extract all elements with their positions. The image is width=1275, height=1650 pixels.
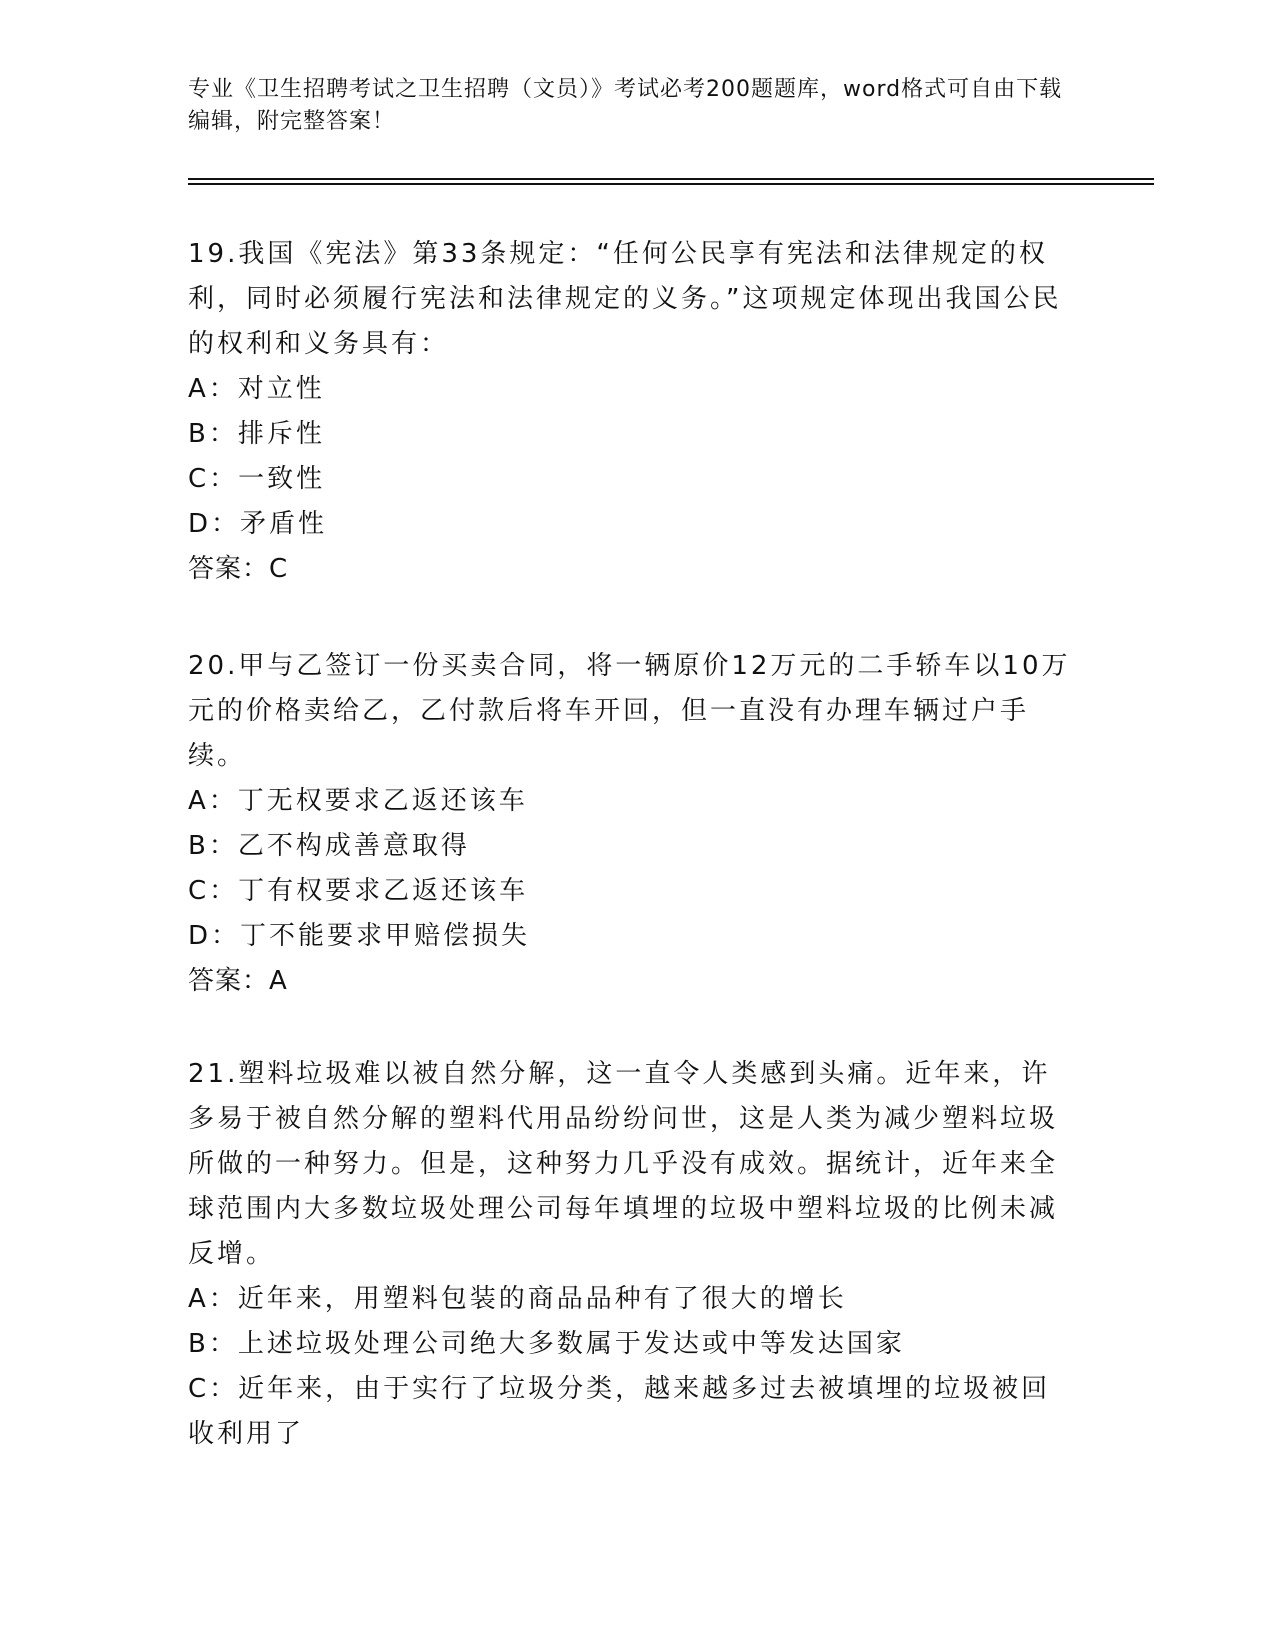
option-a: A：近年来，用塑料包装的商品品种有了很大的增长 <box>188 1284 847 1314</box>
question-stem: 19.我国《宪法》第33条规定：“任何公民享有宪法和法律规定的权利，同时必须履行宪法和法律规定的义务。”这项规定体现出我国公民的权利和义务具有： <box>188 239 1062 359</box>
option-c: C：丁有权要求乙返还该车 <box>188 876 529 906</box>
option-a: A：对立性 <box>188 374 325 404</box>
question-stem: 20.甲与乙签订一份买卖合同，将一辆原价12万元的二手轿车以10万元的价格卖给乙，乙付款后将车开回，但一直没有办理车辆过户手续。 <box>188 651 1071 771</box>
question-19 <box>188 232 1078 592</box>
option-d: D：丁不能要求甲赔偿损失 <box>188 921 531 951</box>
option-c: C：一致性 <box>188 464 326 494</box>
option-b: B：乙不构成善意取得 <box>188 831 470 861</box>
option-b: B：上述垃圾处理公司绝大多数属于发达或中等发达国家 <box>188 1329 905 1359</box>
header-divider-top <box>188 178 1154 180</box>
option-b: B：排斥性 <box>188 419 325 449</box>
question-21 <box>188 1052 1078 1457</box>
option-d: D：矛盾性 <box>188 509 328 539</box>
document-header: 专业《卫生招聘考试之卫生招聘（文员）》考试必考200题题库，word格式可自由下载编辑，附完整答案！ <box>188 77 1063 134</box>
header-divider-bottom <box>188 183 1154 185</box>
option-c: C：近年来，由于实行了垃圾分类，越来越多过去被填埋的垃圾被回收利用了 <box>188 1374 1051 1449</box>
question-20 <box>188 644 1078 1004</box>
option-a: A：丁无权要求乙返还该车 <box>188 786 528 816</box>
answer: 答案：C <box>188 554 289 584</box>
question-stem: 21.塑料垃圾难以被自然分解，这一直令人类感到头痛。近年来，许多易于被自然分解的塑料代用品纷纷问世，这是人类为减少塑料垃圾所做的一种努力。但是，这种努力几乎没有成效。据统计，近年来全球范围内大多数垃圾处理公司每年填埋的垃圾中塑料垃圾的比例未减反增。 <box>188 1059 1059 1269</box>
answer: 答案：A <box>188 966 288 996</box>
